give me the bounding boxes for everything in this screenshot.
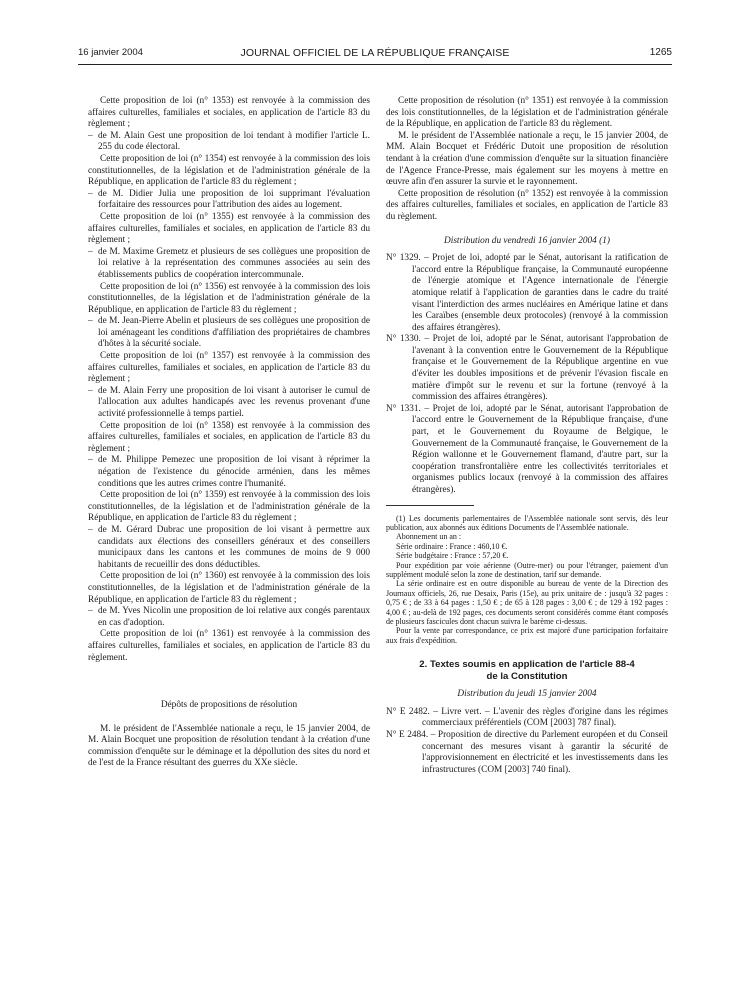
list-item: N° 1330. – Projet de loi, adopté par le Sénat, autorisant l'approbation de l'avenant à la convention entre le Gouvernement de la République française et le Gouvernement de la République argentine en vue d'éviter les doubles impositions et de prévenir l'évasion fiscale en matière d'impôt sur le revenu et sur la fortune (renvoyé à la commission des affaires étrangères). <box>386 334 668 403</box>
paragraph: Cette proposition de loi (n° 1358) est renvoyée à la commission des affaires culturelles, familiales et sociales, en application de l'article 83 du règlement ; <box>88 420 370 454</box>
list-item: – de M. Alain Ferry une proposition de loi visant à autoriser le cumul de l'allocation aux adultes handicapés avec les revenus provenant d'une activité professionnelle à temps partiel. <box>88 385 370 420</box>
paragraph: Cette proposition de loi (n° 1355) est renvoyée à la commission des affaires culturelles, familiales et sociales, en application de l'article 83 du règlement ; <box>88 211 370 246</box>
paragraph: Cette proposition de loi (n° 1356) est renvoyée à la commission des lois constitutionnelles, de la législation et de l'administration générale de la République, en application de l'article 83 du règlement ; <box>88 281 370 315</box>
section-heading: 2. Textes soumis en application de l'article 88-4 <box>419 659 635 671</box>
paragraph: Cette proposition de résolution (n° 1351) est renvoyée à la commission des lois constitutionnelles, de la législation et de l'administration générale de la République, en application de l'article 83 du règlement. <box>386 96 668 130</box>
journal-title: JOURNAL OFFICIEL DE LA RÉPUBLIQUE FRANÇAISE <box>240 47 510 59</box>
paragraph: M. le président de l'Assemblée nationale a reçu, le 15 janvier 2004, de MM. Alain Bocquet et Frédéric Dutoit une proposition de résolution tendant à la création d'une commission d'enquête sur la situation financière de l'Agence France-Presse, mais également sur les moyens à mettre en œuvre afin d'en assurer la survie et le rayonnement. <box>386 130 668 188</box>
paragraph: Cette proposition de loi (n° 1357) est renvoyée à la commission des affaires culturelles, familiales et sociales, en application de l'article 83 du règlement ; <box>88 351 370 385</box>
footnote-text: Pour expédition par voie aérienne (Outre-mer) ou pour l'étranger, paiement d'un supplément modulé selon la zone de destination, tarif sur demande. <box>386 560 668 580</box>
list-item: N° 1331. – Projet de loi, adopté par le Sénat, autorisant l'approbation de l'accord entre le Gouvernement de la République française, d'une part, et le Gouvernement du Royaume de Belgique, le Gouvernement de la Communauté française, le Gouvernement de la Région wallonne et le Gouvernement flamand, d'autre part, sur la coopération transfrontalière entre les collectivités territoriales et organismes publics locaux (renvoyé à la commission des affaires étrangères). <box>386 403 668 495</box>
list-item: – de M. Didier Julia une proposition de loi supprimant l'évaluation forfaitaire des ressources pour l'attribution des aides au logement. <box>88 188 370 211</box>
paragraph: Cette proposition de résolution (n° 1352) est renvoyée à la commission des affaires culturelles, familiales et sociales, en application de l'article 83 du règlement. <box>386 188 668 222</box>
footnote-text: Abonnement un an : <box>396 532 462 542</box>
list-item: – de M. Alain Gest une proposition de loi tendant à modifier l'article L. 255 du code électoral. <box>88 130 370 153</box>
list-item: – de M. Maxime Gremetz et plusieurs de ses collègues une proposition de loi relative à la représentation des communes associées au sein des établissements publics de coopération intercommunale. <box>88 246 370 280</box>
list-item: – de M. Jean-Pierre Abelin et plusieurs de ses collègues une proposition de loi aménageant les conditions d'affiliation des propriétaires de chambres d'hôtes à la sécurité sociale. <box>88 316 370 350</box>
section-heading: de la Constitution <box>486 670 568 682</box>
list-item: – de M. Philippe Pemezec une proposition de loi visant à réprimer la négation de l'existence du génocide arménien, dans les mêmes conditions que les autres crimes contre l'humanité. <box>88 455 370 489</box>
left-column <box>88 96 370 770</box>
right-column <box>386 96 668 776</box>
paragraph: Cette proposition de loi (n° 1353) est renvoyée à la commission des affaires culturelles, familiales et sociales, en application de l'article 83 du règlement ; <box>88 96 370 130</box>
footnote-text: (1) Les documents parlementaires de l'Assemblée nationale sont servis, dès leur publication, aux abonnés aux éditions Documents de l'Assemblée nationale. <box>386 513 668 532</box>
list-item: N° E 2484. – Proposition de directive du Parlement européen et du Conseil concernant des mesures visant à garantir la sécurité de l'approvisionnement en électricité et les investissements dans les infrastructures (COM [2003] 740 final). <box>386 730 668 775</box>
paragraph: Cette proposition de loi (n° 1361) est renvoyée à la commission des affaires culturelles, familiales et sociales, en application de l'article 83 du règlement. <box>88 629 370 663</box>
footnote <box>386 514 668 646</box>
section-title: Dépôts de propositions de résolution <box>160 700 298 711</box>
list-item: – de M. Yves Nicolin une proposition de loi relative aux congés parentaux en cas d'adoption. <box>88 606 370 628</box>
footnote-text: La série ordinaire est en outre disponible au bureau de vente de la Direction des Journaux officiels, 26, rue Desaix, Paris (15e), au prix unitaire de : jusqu'à 32 pages : 0,75 € ; de 33 à 64 pages : 1,50 € ; de 65 à 128 pages : 3,00 € ; de 129 à 192 pages : 4,00 € ; au-delà de 192 pages, ces documents seront considérés comme étant composés de plusieurs fascicules dont chacun suivra le barème ci-dessus. <box>386 579 668 627</box>
page-header <box>78 47 672 61</box>
paragraph: Cette proposition de loi (n° 1354) est renvoyée à la commission des lois constitutionnelles, de la législation et de l'administration générale de la République, en application de l'article 83 du règlement ; <box>88 153 370 188</box>
issue-date: 16 janvier 2004 <box>78 47 143 58</box>
paragraph: Cette proposition de loi (n° 1359) est renvoyée à la commission des lois constitutionnelles, de la législation et de l'administration générale de la République, en application de l'article 83 du règlement ; <box>88 490 370 524</box>
header-rule <box>78 64 672 65</box>
distribution-title: Distribution du vendredi 16 janvier 2004 (1) <box>444 235 610 246</box>
footnote-text: Série budgétaire : France : 57,20 €. <box>396 551 509 561</box>
list-item: N° 1329. – Projet de loi, adopté par le Sénat, autorisant la ratification de l'accord entre la République française, la Communauté européenne de l'énergie atomique et l'Agence internationale de l'énergie atomique relatif à l'application de garanties dans le cadre du traité visant l'interdiction des armes nucléaires en Amérique latine et dans les Caraïbes (ensemble deux protocoles) (renvoyé à la commission des affaires étrangères). <box>386 253 668 333</box>
footnote-text: Série ordinaire : France : 460,10 €. <box>396 541 508 551</box>
paragraph: Cette proposition de loi (n° 1360) est renvoyée à la commission des lois constitutionnelles, de la législation et de l'administration générale de la République, en application de l'article 83 du règlement ; <box>88 571 370 605</box>
distribution-title: Distribution du jeudi 15 janvier 2004 <box>457 689 597 700</box>
paragraph: M. le président de l'Assemblée nationale a reçu, le 15 janvier 2004, de M. Alain Bocquet une proposition de résolution tendant à la création d'une commission d'enquête sur le déminage et la dépollution des sites du nord et de l'est de la France résultant des guerres du XXe siècle. <box>88 723 370 769</box>
page-number: 1265 <box>649 47 672 58</box>
list-item: N° E 2482. – Livre vert. – L'avenir des règles d'origine dans les régimes commerciaux préférentiels (COM [2003] 787 final). <box>386 706 668 729</box>
list-item: – de M. Gérard Dubrac une proposition de loi visant à permettre aux candidats aux élections des conseillers généraux et des conseillers municipaux dans les cantons et les communes de moins de 9 000 habitants de recueillir des dons déductibles. <box>88 524 370 570</box>
footnote-text: Pour la vente par correspondance, ce prix est majoré d'une participation forfaitaire aux frais d'expédition. <box>386 626 668 645</box>
